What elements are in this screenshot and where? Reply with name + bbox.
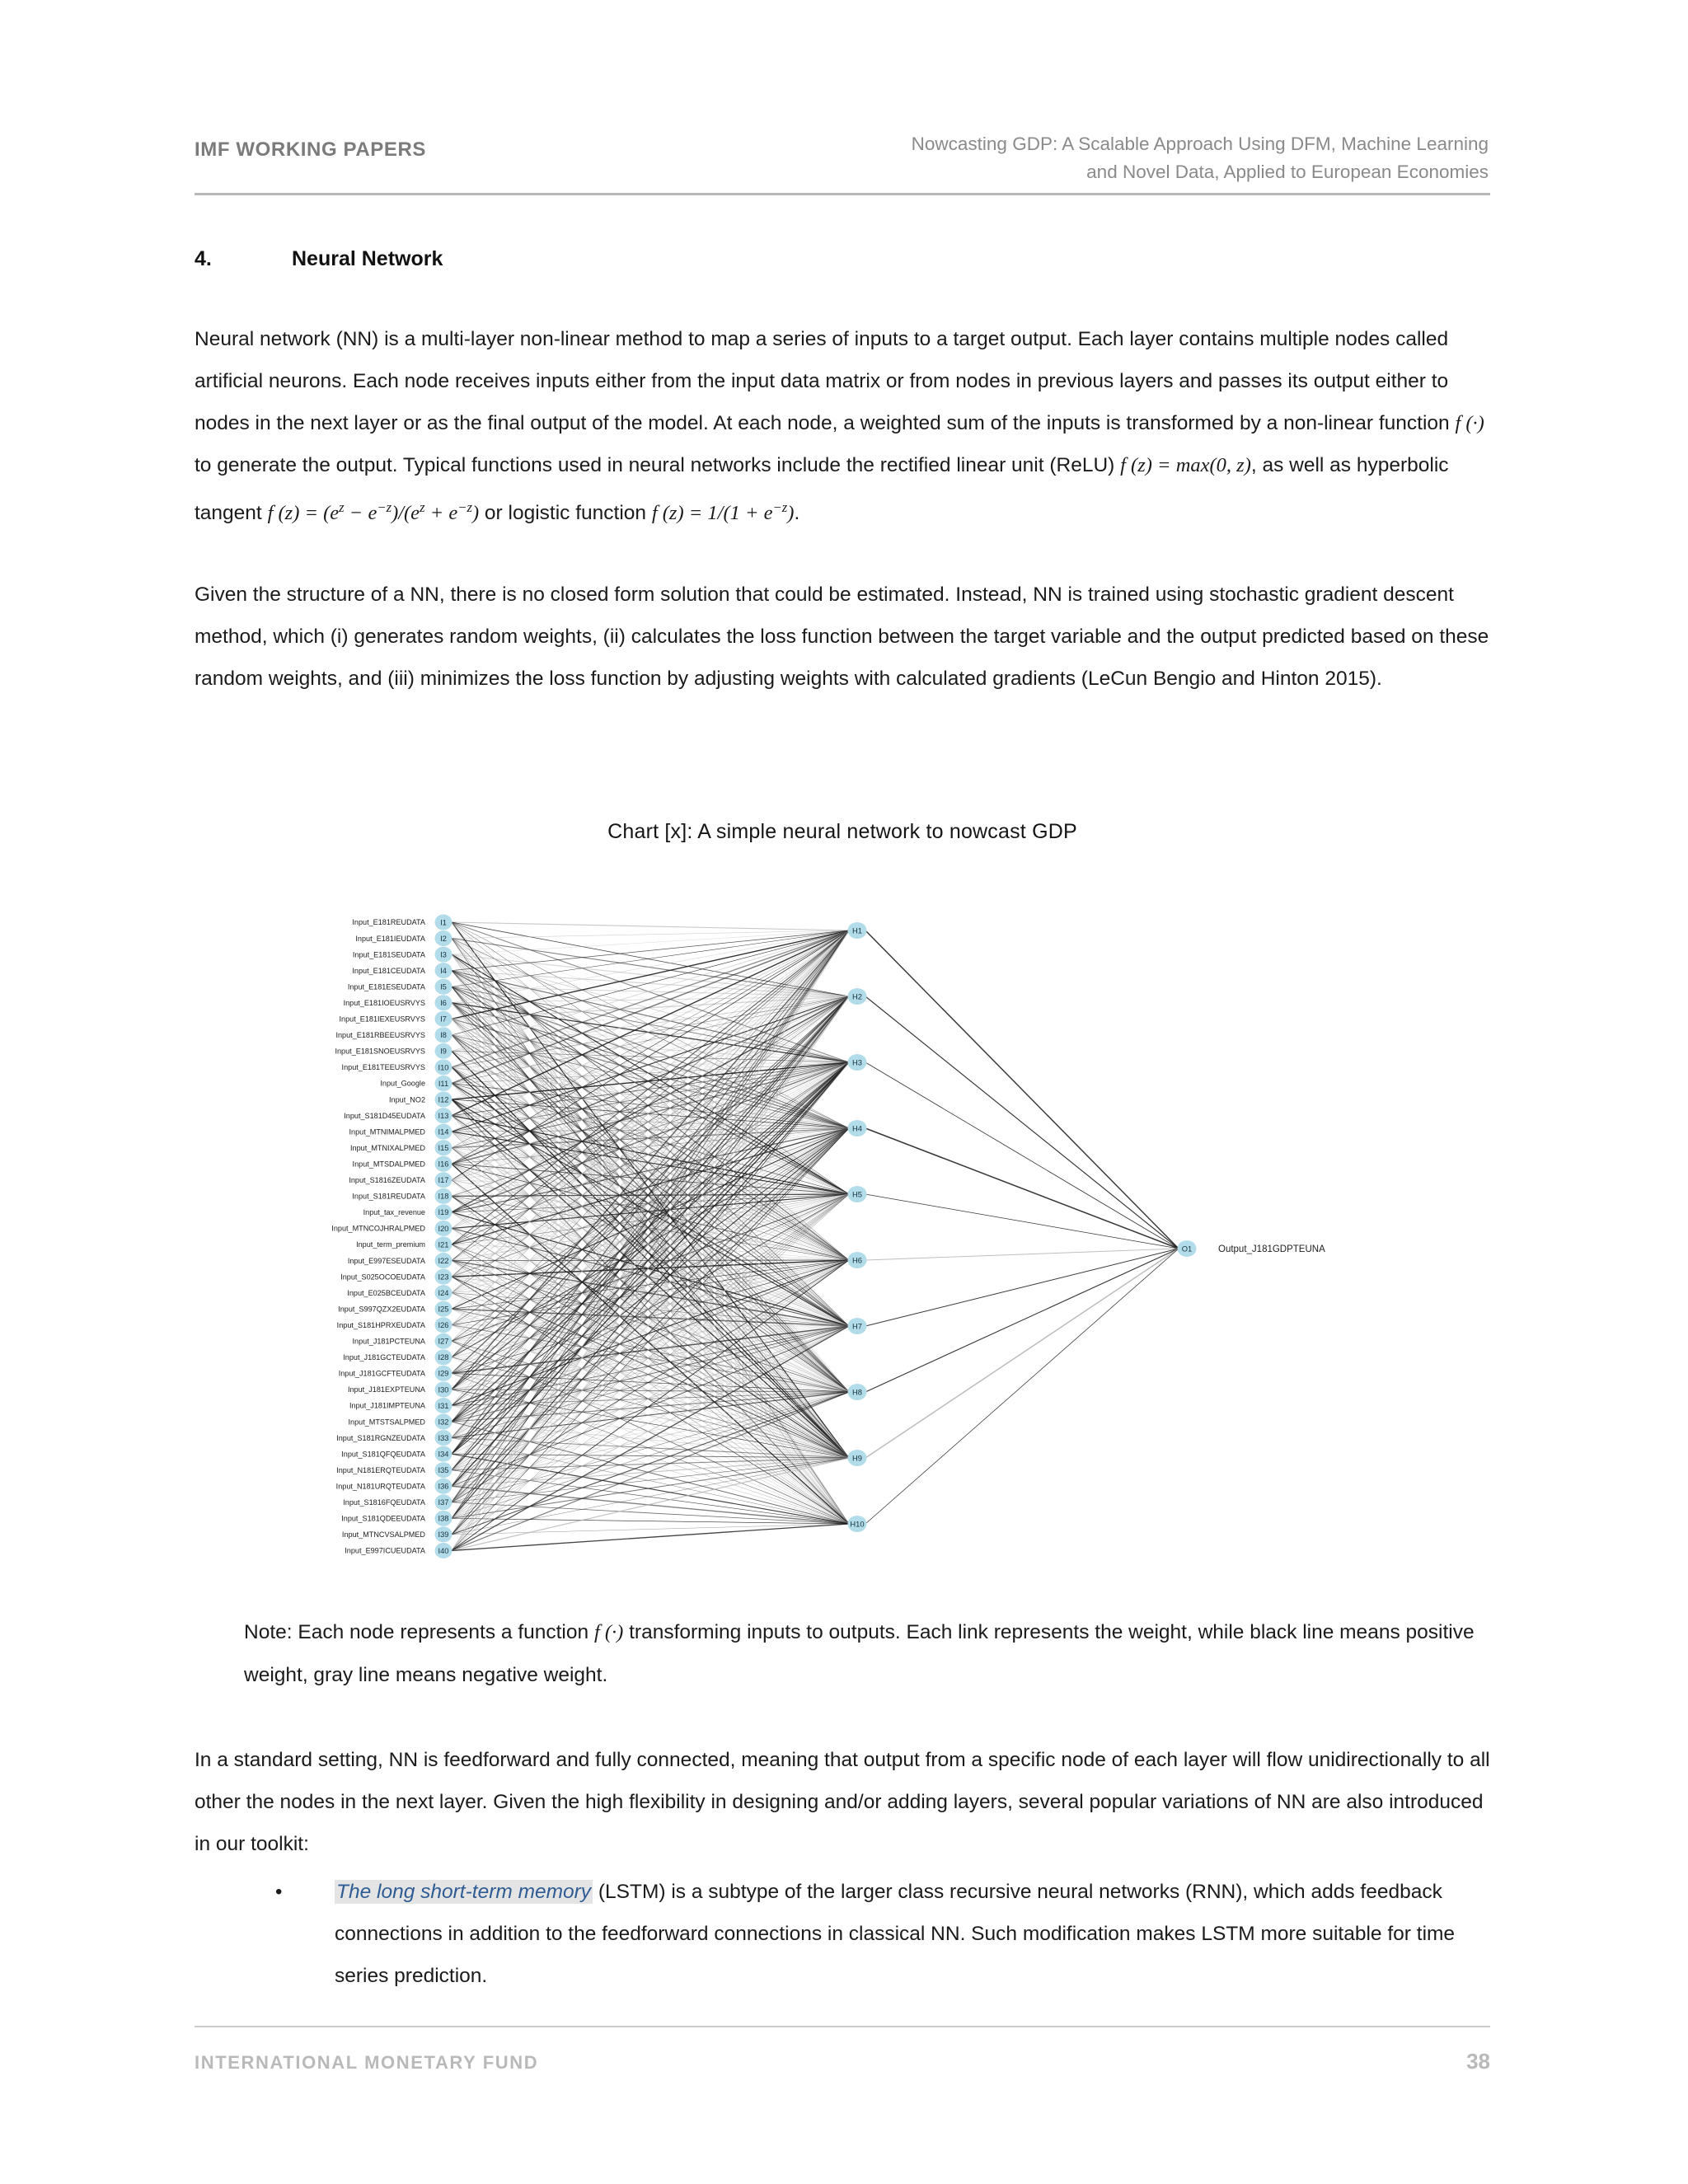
nn-link bbox=[452, 1524, 849, 1535]
nn-input-node-id: I31 bbox=[438, 1400, 449, 1410]
tanh-sup-2: −z bbox=[377, 499, 392, 515]
nn-links bbox=[452, 922, 1179, 1550]
nn-input-node-id: I12 bbox=[438, 1094, 449, 1104]
paragraph-neural-network-intro bbox=[195, 318, 1490, 534]
nn-input-label: Input_E025BCEUDATA bbox=[347, 1288, 425, 1297]
neural-network-svg bbox=[247, 911, 1442, 1570]
nn-input-node-id: I3 bbox=[440, 949, 447, 959]
nn-hidden-node-id: H8 bbox=[852, 1387, 862, 1397]
nn-input-label: Input_Google bbox=[380, 1079, 425, 1088]
nn-input-label: Input_S181REUDATA bbox=[352, 1192, 425, 1201]
nn-link bbox=[452, 1325, 849, 1326]
nn-link bbox=[452, 1470, 849, 1524]
nn-input-label: Input_S1816ZEUDATA bbox=[349, 1176, 425, 1184]
nn-input-label: Input_S181QDEEUDATA bbox=[341, 1514, 425, 1523]
nn-output-label: Output_J181GDPTEUNA bbox=[1218, 1244, 1325, 1254]
nn-input-label: Input_MTNCVSALPMED bbox=[341, 1530, 425, 1540]
nn-link bbox=[865, 1128, 1179, 1249]
nn-input-node-id: I21 bbox=[438, 1240, 449, 1249]
nn-input-node-id: I18 bbox=[438, 1191, 449, 1201]
paragraph-training-sgd: Given the structure of a NN, there is no closed form solution that could be estimated. Instead, NN is trained using stochastic gradient descent method, which (i) generates random weights, (ii) calculates the loss function between the target variable and the output predicted based on these random weights, and (iii) minimizes the loss function by adjusting weights with calculated gradients (LeCun Bengio and Hinton 2015). bbox=[195, 583, 1489, 690]
nn-link bbox=[865, 1249, 1179, 1392]
nn-input-label: Input_MTSDALPMED bbox=[352, 1160, 425, 1169]
nn-output-node-id: O1 bbox=[1181, 1244, 1193, 1254]
paragraph-feedforward: In a standard setting, NN is feedforward and fully connected, meaning that output from a specific node of each layer will flow unidirectionally to all other the nodes in the next layer. Given the high flexibility in designing and/or adding layers, several popular variations of NN are also introduced in our toolkit: bbox=[195, 1749, 1490, 1855]
tanh-mid-3: + e bbox=[424, 502, 458, 525]
nn-input-node-id: I39 bbox=[438, 1530, 449, 1540]
nn-input-label: Input_J181EXPTEUNA bbox=[347, 1385, 425, 1394]
nn-input-node-id: I25 bbox=[438, 1304, 449, 1314]
logistic-end: ) bbox=[787, 502, 795, 525]
formula-f-dot: f (·) bbox=[1455, 412, 1484, 434]
nn-hidden-node-id: H3 bbox=[852, 1057, 862, 1067]
nn-input-label: Input_S181QFQEUDATA bbox=[341, 1450, 425, 1459]
nn-link bbox=[865, 1249, 1179, 1260]
nn-link bbox=[452, 1260, 849, 1261]
section-heading bbox=[195, 247, 443, 271]
nn-input-node-id: I16 bbox=[438, 1159, 449, 1169]
nn-input-node-id: I9 bbox=[440, 1046, 447, 1056]
p1-segment-b: to generate the output. Typical functions used in neural networks include the rectified linear unit (ReLU) bbox=[195, 454, 1121, 476]
nn-link bbox=[865, 930, 1179, 1249]
p1-segment-c: , as well as hyperbolic tangent bbox=[195, 454, 1449, 525]
nn-input-label: Input_S181D45EUDATA bbox=[344, 1111, 425, 1120]
nn-input-node-id: I26 bbox=[438, 1320, 449, 1330]
footer-page-number: 38 bbox=[1466, 2049, 1490, 2074]
nn-input-label: Input_E181REUDATA bbox=[352, 918, 425, 927]
figure-note bbox=[244, 1611, 1490, 1697]
nn-hidden-node-id: H5 bbox=[852, 1189, 862, 1199]
nn-input-label: Input_S181RGNZEUDATA bbox=[336, 1433, 425, 1442]
nn-input-node-id: I6 bbox=[440, 998, 447, 1008]
nn-input-label: Input_E997ICUEUDATA bbox=[345, 1546, 425, 1555]
nn-input-node-id: I11 bbox=[438, 1078, 449, 1088]
nn-input-label: Input_E181ESEUDATA bbox=[347, 982, 425, 991]
p1-segment-d: or logistic function bbox=[479, 502, 652, 525]
nn-input-node-id: I38 bbox=[438, 1513, 449, 1523]
nn-input-node-id: I37 bbox=[438, 1497, 449, 1507]
nn-link bbox=[452, 930, 849, 1535]
bullet-marker: • bbox=[275, 1881, 283, 1903]
nn-input-label: Input_N181URQTEUDATA bbox=[335, 1482, 425, 1491]
nn-input-node-id: I34 bbox=[438, 1449, 449, 1459]
nn-link bbox=[865, 996, 1179, 1249]
nn-input-node-id: I20 bbox=[438, 1223, 449, 1233]
nn-link bbox=[452, 1422, 849, 1524]
note-prefix: Note: Each node represents a function bbox=[244, 1621, 594, 1643]
nn-input-node-id: I14 bbox=[438, 1127, 449, 1137]
nn-input-node-id: I2 bbox=[440, 933, 447, 943]
nn-hidden-node-id: H9 bbox=[852, 1453, 862, 1463]
nn-input-label: Input_J181IMPTEUNA bbox=[349, 1401, 425, 1410]
p1-segment-a: Neural network (NN) is a multi-layer non-linear method to map a series of inputs to a target output. Each layer contains multiple nodes called artificial neurons. Each node receives inputs either from the input data matrix or from nodes in previous layers and passes its output either to nodes in the next layer or as the final output of the model. At each node, a weighted sum of the inputs is transformed by a non-linear function bbox=[195, 328, 1456, 434]
nn-input-label: Input_term_premium bbox=[356, 1240, 425, 1249]
page-header bbox=[195, 125, 1489, 199]
nn-input-node-id: I33 bbox=[438, 1432, 449, 1442]
nn-input-node-id: I13 bbox=[438, 1110, 449, 1120]
section-title-text: Neural Network bbox=[292, 247, 443, 270]
nn-input-label: Input_S181HPRXEUDATA bbox=[336, 1320, 425, 1329]
nn-input-label: Input_E181SNOEUSRVYS bbox=[335, 1047, 425, 1056]
bullet-body-text: (LSTM) is a subtype of the larger class recursive neural networks (RNN), which adds feedback connections in addition to the feedforward connections in classical NN. Such modification makes LSTM more suitable for time series prediction. bbox=[335, 1881, 1456, 1987]
header-title-line-2: and Novel Data, Applied to European Economies bbox=[1086, 162, 1489, 182]
nn-hidden-node-id: H10 bbox=[850, 1519, 865, 1529]
tanh-end: ) bbox=[471, 502, 480, 525]
tanh-sup-1: z bbox=[339, 499, 345, 515]
nn-hidden-node-id: H2 bbox=[852, 991, 862, 1001]
nn-input-node-id: I4 bbox=[440, 965, 447, 975]
nn-input-label: Input_E181SEUDATA bbox=[352, 950, 425, 959]
nn-input-label: Input_S997QZX2EUDATA bbox=[338, 1305, 425, 1314]
footer-organization: INTERNATIONAL MONETARY FUND bbox=[195, 2052, 539, 2073]
nn-hidden-node-id: H1 bbox=[852, 926, 862, 935]
nn-input-label: Input_MTNIXALPMED bbox=[350, 1143, 425, 1152]
chart-caption: Chart [x]: A simple neural network to nowcast GDP bbox=[607, 820, 1077, 843]
header-publication-label: IMF WORKING PAPERS bbox=[195, 138, 427, 161]
tanh-lhs: f (z) = (e bbox=[267, 502, 340, 525]
nn-link bbox=[452, 930, 849, 939]
nn-input-label: Input_E181IEXEUSRVYS bbox=[339, 1015, 425, 1024]
nn-input-label: Input_E181CEUDATA bbox=[352, 966, 425, 975]
header-divider bbox=[195, 193, 1490, 195]
nn-input-node-id: I23 bbox=[438, 1272, 449, 1282]
nn-input-label: Input_S1816FQEUDATA bbox=[343, 1498, 425, 1507]
nn-hidden-node-id: H7 bbox=[852, 1321, 862, 1331]
nn-input-label: Input_J181PCTEUNA bbox=[352, 1337, 425, 1346]
nn-input-node-id: I19 bbox=[438, 1207, 449, 1217]
tanh-sup-4: −z bbox=[457, 499, 472, 515]
lstm-link[interactable]: The long short-term memory bbox=[336, 1881, 592, 1903]
nn-input-node-id: I35 bbox=[438, 1465, 449, 1474]
header-title-line-1: Nowcasting GDP: A Scalable Approach Using DFM, Machine Learning bbox=[911, 134, 1489, 154]
note-suffix: transforming inputs to outputs. Each link represents the weight, while black line means positive weight, gray line means negative weight. bbox=[244, 1621, 1475, 1686]
nn-input-label: Input_MTSTSALPMED bbox=[348, 1418, 425, 1427]
nn-input-label: Input_MTNCOJHRALPMED bbox=[331, 1224, 425, 1233]
formula-logistic bbox=[651, 499, 795, 525]
neural-network-diagram bbox=[247, 911, 1442, 1570]
header-paper-title bbox=[747, 130, 1489, 186]
nn-input-node-id: I15 bbox=[438, 1143, 449, 1152]
nn-input-node-id: I24 bbox=[438, 1287, 449, 1297]
nn-input-node-id: I29 bbox=[438, 1368, 449, 1378]
nn-input-label: Input_N181ERQTEUDATA bbox=[336, 1465, 425, 1474]
nn-input-node-id: I30 bbox=[438, 1385, 449, 1394]
nn-input-node-id: I40 bbox=[438, 1545, 449, 1555]
nn-input-node-id: I22 bbox=[438, 1255, 449, 1265]
variations-bullet-list bbox=[195, 1871, 1495, 1997]
nn-input-node-id: I7 bbox=[440, 1014, 447, 1024]
nn-input-node-id: I28 bbox=[438, 1352, 449, 1362]
logistic-lhs: f (z) = 1/(1 + e bbox=[651, 502, 773, 525]
nn-input-label: Input_MTNIMALPMED bbox=[349, 1127, 425, 1137]
note-formula-f-dot: f (·) bbox=[593, 1621, 624, 1643]
nn-link bbox=[865, 1249, 1179, 1458]
logistic-sup: −z bbox=[772, 499, 788, 515]
nn-input-node-id: I32 bbox=[438, 1417, 449, 1427]
nn-input-node-id: I17 bbox=[438, 1175, 449, 1185]
nn-input-node-id: I1 bbox=[440, 917, 447, 927]
nn-link bbox=[865, 1249, 1179, 1326]
nn-input-label: Input_J181GCFTEUDATA bbox=[338, 1369, 425, 1378]
nn-link bbox=[452, 1084, 849, 1393]
formula-tanh bbox=[267, 499, 480, 525]
nn-link bbox=[452, 922, 849, 930]
nn-input-label: Input_NO2 bbox=[389, 1095, 425, 1104]
nn-input-label: Input_E997ESEUDATA bbox=[347, 1256, 425, 1265]
nn-input-label: Input_S025OCOEUDATA bbox=[340, 1272, 425, 1282]
nn-input-label: Input_E181TEEUSRVYS bbox=[341, 1063, 425, 1072]
formula-relu: f (z) = max(0, z) bbox=[1120, 454, 1251, 476]
nn-input-label: Input_E181IOEUSRVYS bbox=[343, 998, 425, 1007]
nn-input-node-id: I36 bbox=[438, 1481, 449, 1491]
footer-divider bbox=[195, 2026, 1490, 2027]
nn-input-label: Input_J181GCTEUDATA bbox=[343, 1353, 425, 1362]
nn-link bbox=[865, 1194, 1179, 1249]
nn-input-node-id: I5 bbox=[440, 982, 447, 991]
nn-hidden-node-id: H6 bbox=[852, 1255, 862, 1265]
nn-hidden-node-id: H4 bbox=[852, 1123, 862, 1133]
tanh-sup-3: z bbox=[420, 499, 425, 515]
nn-input-label: Input_tax_revenue bbox=[363, 1208, 425, 1217]
nn-input-label: Input_E181RBEEUSRVYS bbox=[335, 1031, 425, 1040]
nn-input-node-id: I8 bbox=[440, 1030, 447, 1040]
nn-link bbox=[865, 1249, 1179, 1524]
tanh-mid-1: − e bbox=[344, 502, 377, 525]
nn-input-node-id: I27 bbox=[438, 1336, 449, 1346]
nn-input-node-id: I10 bbox=[438, 1062, 449, 1072]
tanh-mid-2: )/(e bbox=[392, 502, 420, 525]
section-number: 4. bbox=[195, 247, 212, 270]
nn-input-label: Input_E181IEUDATA bbox=[355, 934, 425, 943]
p1-segment-e: . bbox=[794, 502, 800, 525]
list-item bbox=[195, 1871, 1495, 1997]
